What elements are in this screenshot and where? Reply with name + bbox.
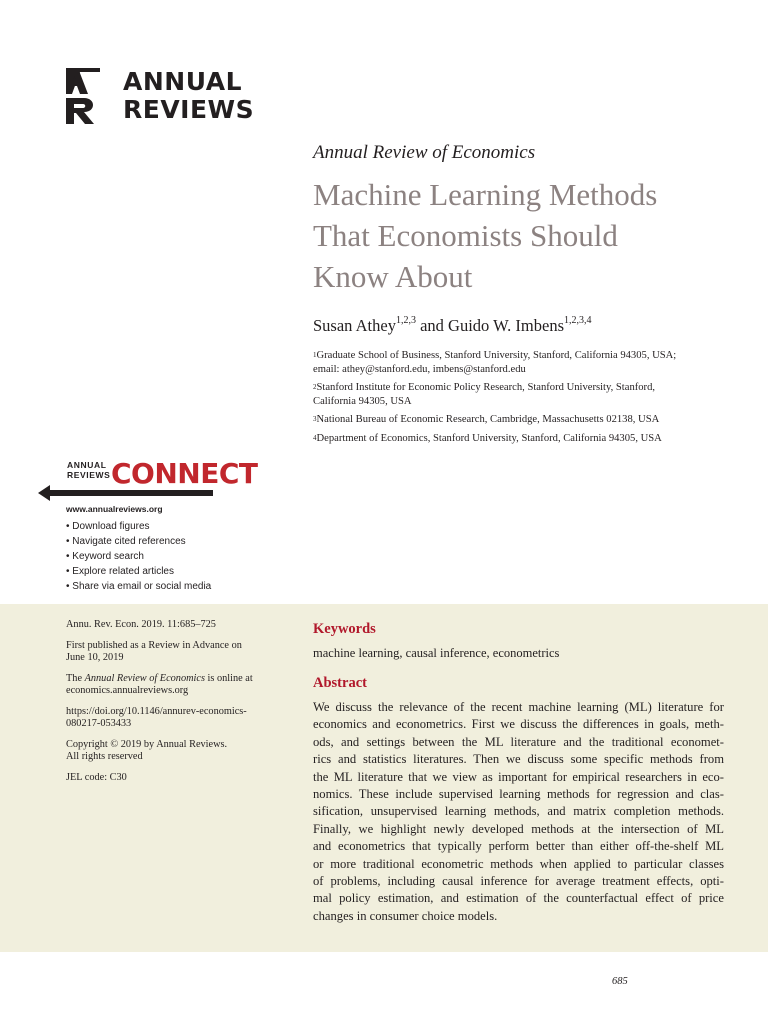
affiliation-text: email: athey@stanford.edu, imbens@stanford.edu xyxy=(313,363,526,375)
online-text: is online at xyxy=(204,672,253,684)
abstract-line: We discuss the relevance of the recent machine learning (ML) literature for xyxy=(313,700,724,714)
abstract-line: and econometrics that typically perform better than either off-the-shelf ML xyxy=(313,839,724,854)
connect-feature-item: • Share via email or social media xyxy=(66,581,212,592)
abstract-line: ods, and settings between the ML literature and the traditional economet- xyxy=(313,734,724,749)
connect-feature-list xyxy=(66,519,211,594)
affiliation-text: California 94305, USA xyxy=(313,395,412,407)
affiliation-text: Stanford Institute for Economic Policy Research, Stanford University, Stanford, xyxy=(316,382,656,393)
connect-logo-small xyxy=(67,461,110,480)
author-imbens[interactable]: Guido W. Imbens xyxy=(448,316,565,335)
connect-small-reviews: REVIEWS xyxy=(67,469,111,480)
journal-url[interactable]: economics.annualreviews.org xyxy=(66,685,189,696)
title-line: That Economists Should xyxy=(313,218,618,253)
citation: Annu. Rev. Econ. 2019. 11:685–725 xyxy=(66,619,216,630)
affiliation-number: 4 xyxy=(313,433,317,442)
connect-feature-text: Navigate cited references xyxy=(72,536,186,547)
abstract-line: the ML literature that we view as important for empirical researchers in eco- xyxy=(313,769,724,784)
connect-url[interactable]: www.annualreviews.org xyxy=(66,504,163,514)
abstract-line: changes in consumer choice models. xyxy=(313,908,498,923)
connect-feature-item: • Keyword search xyxy=(66,551,144,562)
abstract-heading: Abstract xyxy=(313,675,367,691)
abstract-text xyxy=(313,699,724,925)
connect-heading: CONNECT xyxy=(111,457,258,490)
affiliation-item xyxy=(313,381,693,408)
keywords-text: machine learning, causal inference, econometrics xyxy=(313,646,560,660)
affiliation-item xyxy=(313,349,693,376)
logo-line-annual: ANNUAL xyxy=(123,67,243,96)
arrow-left-icon xyxy=(38,485,213,501)
abstract-line: nomics. These include supervised learning methods for regression and clas- xyxy=(313,787,724,802)
author-conjunction: and xyxy=(415,316,449,335)
title-line: Machine Learning Methods xyxy=(313,177,658,212)
connect-small-annual: ANNUAL xyxy=(67,460,107,470)
title-line: Know About xyxy=(313,259,473,294)
author-athey-affiliations: 1,2,3 xyxy=(395,315,416,326)
doi-line: https://doi.org/10.1146/annurev-economics- xyxy=(66,705,247,717)
connect-feature-text: Keyword search xyxy=(72,551,144,562)
copyright-line: Copyright © 2019 by Annual Reviews. xyxy=(66,738,228,750)
connect-feature-text: Download figures xyxy=(72,521,150,532)
author-list xyxy=(313,316,592,336)
author-athey[interactable]: Susan Athey xyxy=(313,316,396,335)
abstract-line: of problems, including causal inference for average treatment effects, opti- xyxy=(313,874,724,889)
abstract-line: rics and statistics literatures. Then we discuss some specific methods from xyxy=(313,752,724,767)
copyright-line: All rights reserved xyxy=(66,751,143,762)
logo-line-reviews: REVIEWS xyxy=(123,95,255,124)
affiliation-number: 3 xyxy=(313,415,317,423)
copyright xyxy=(66,739,276,764)
affiliation-number: 1 xyxy=(313,351,317,359)
annual-reviews-logo xyxy=(66,68,266,124)
online-text: The xyxy=(66,672,85,684)
doi-line: 080217-053433 xyxy=(66,718,132,729)
doi[interactable] xyxy=(66,706,276,731)
article-metadata xyxy=(66,619,276,792)
article-title xyxy=(313,174,733,297)
affiliation-text: Graduate School of Business, Stanford University, Stanford, California 94305, USA; xyxy=(316,350,677,361)
publication-date-line: First published as a Review in Advance on xyxy=(66,639,242,651)
annual-reviews-logo-mark-icon xyxy=(66,68,100,124)
keywords-heading: Keywords xyxy=(313,621,376,637)
connect-feature-item: • Download figures xyxy=(66,521,150,532)
affiliation-item xyxy=(313,413,693,427)
journal-name: Annual Review of Economics xyxy=(313,142,536,163)
affiliation-number: 2 xyxy=(313,383,317,391)
publication-date-line: June 10, 2019 xyxy=(66,652,124,663)
abstract-line: sification, unsupervised learning methods, and matrix completion methods. xyxy=(313,804,724,819)
abstract-line: or more traditional econometric methods when applied to particular classes xyxy=(313,856,724,871)
affiliation-item xyxy=(313,432,693,446)
connect-feature-item: • Navigate cited references xyxy=(66,536,186,547)
online-availability xyxy=(66,673,276,698)
connect-feature-text: Explore related articles xyxy=(72,566,174,577)
author-imbens-affiliations: 1,2,3,4 xyxy=(564,315,592,326)
jel-code: JEL code: C30 xyxy=(66,771,127,783)
affiliation-text: Department of Economics, Stanford University, Stanford, California 94305, USA xyxy=(316,432,662,444)
annual-reviews-connect-box xyxy=(38,459,258,599)
publication-date xyxy=(66,640,276,665)
abstract-line: economics and econometrics. First we discuss the differences in goals, meth- xyxy=(313,717,724,732)
abstract-line: Finally, we highlight newly developed methods at the intersection of ML xyxy=(313,821,724,836)
connect-feature-text: Share via email or social media xyxy=(72,581,212,592)
affiliation-text: National Bureau of Economic Research, Cambridge, Massachusetts 02138, USA xyxy=(316,414,660,425)
abstract-line: mal policy estimation, and estimation of the counterfactual effect of price xyxy=(313,891,724,906)
logo-text xyxy=(123,68,254,124)
connect-feature-item: • Explore related articles xyxy=(66,566,174,577)
page-number: 685 xyxy=(612,976,628,987)
online-journal-name: Annual Review of Economics xyxy=(84,672,205,684)
affiliation-list xyxy=(313,349,693,450)
